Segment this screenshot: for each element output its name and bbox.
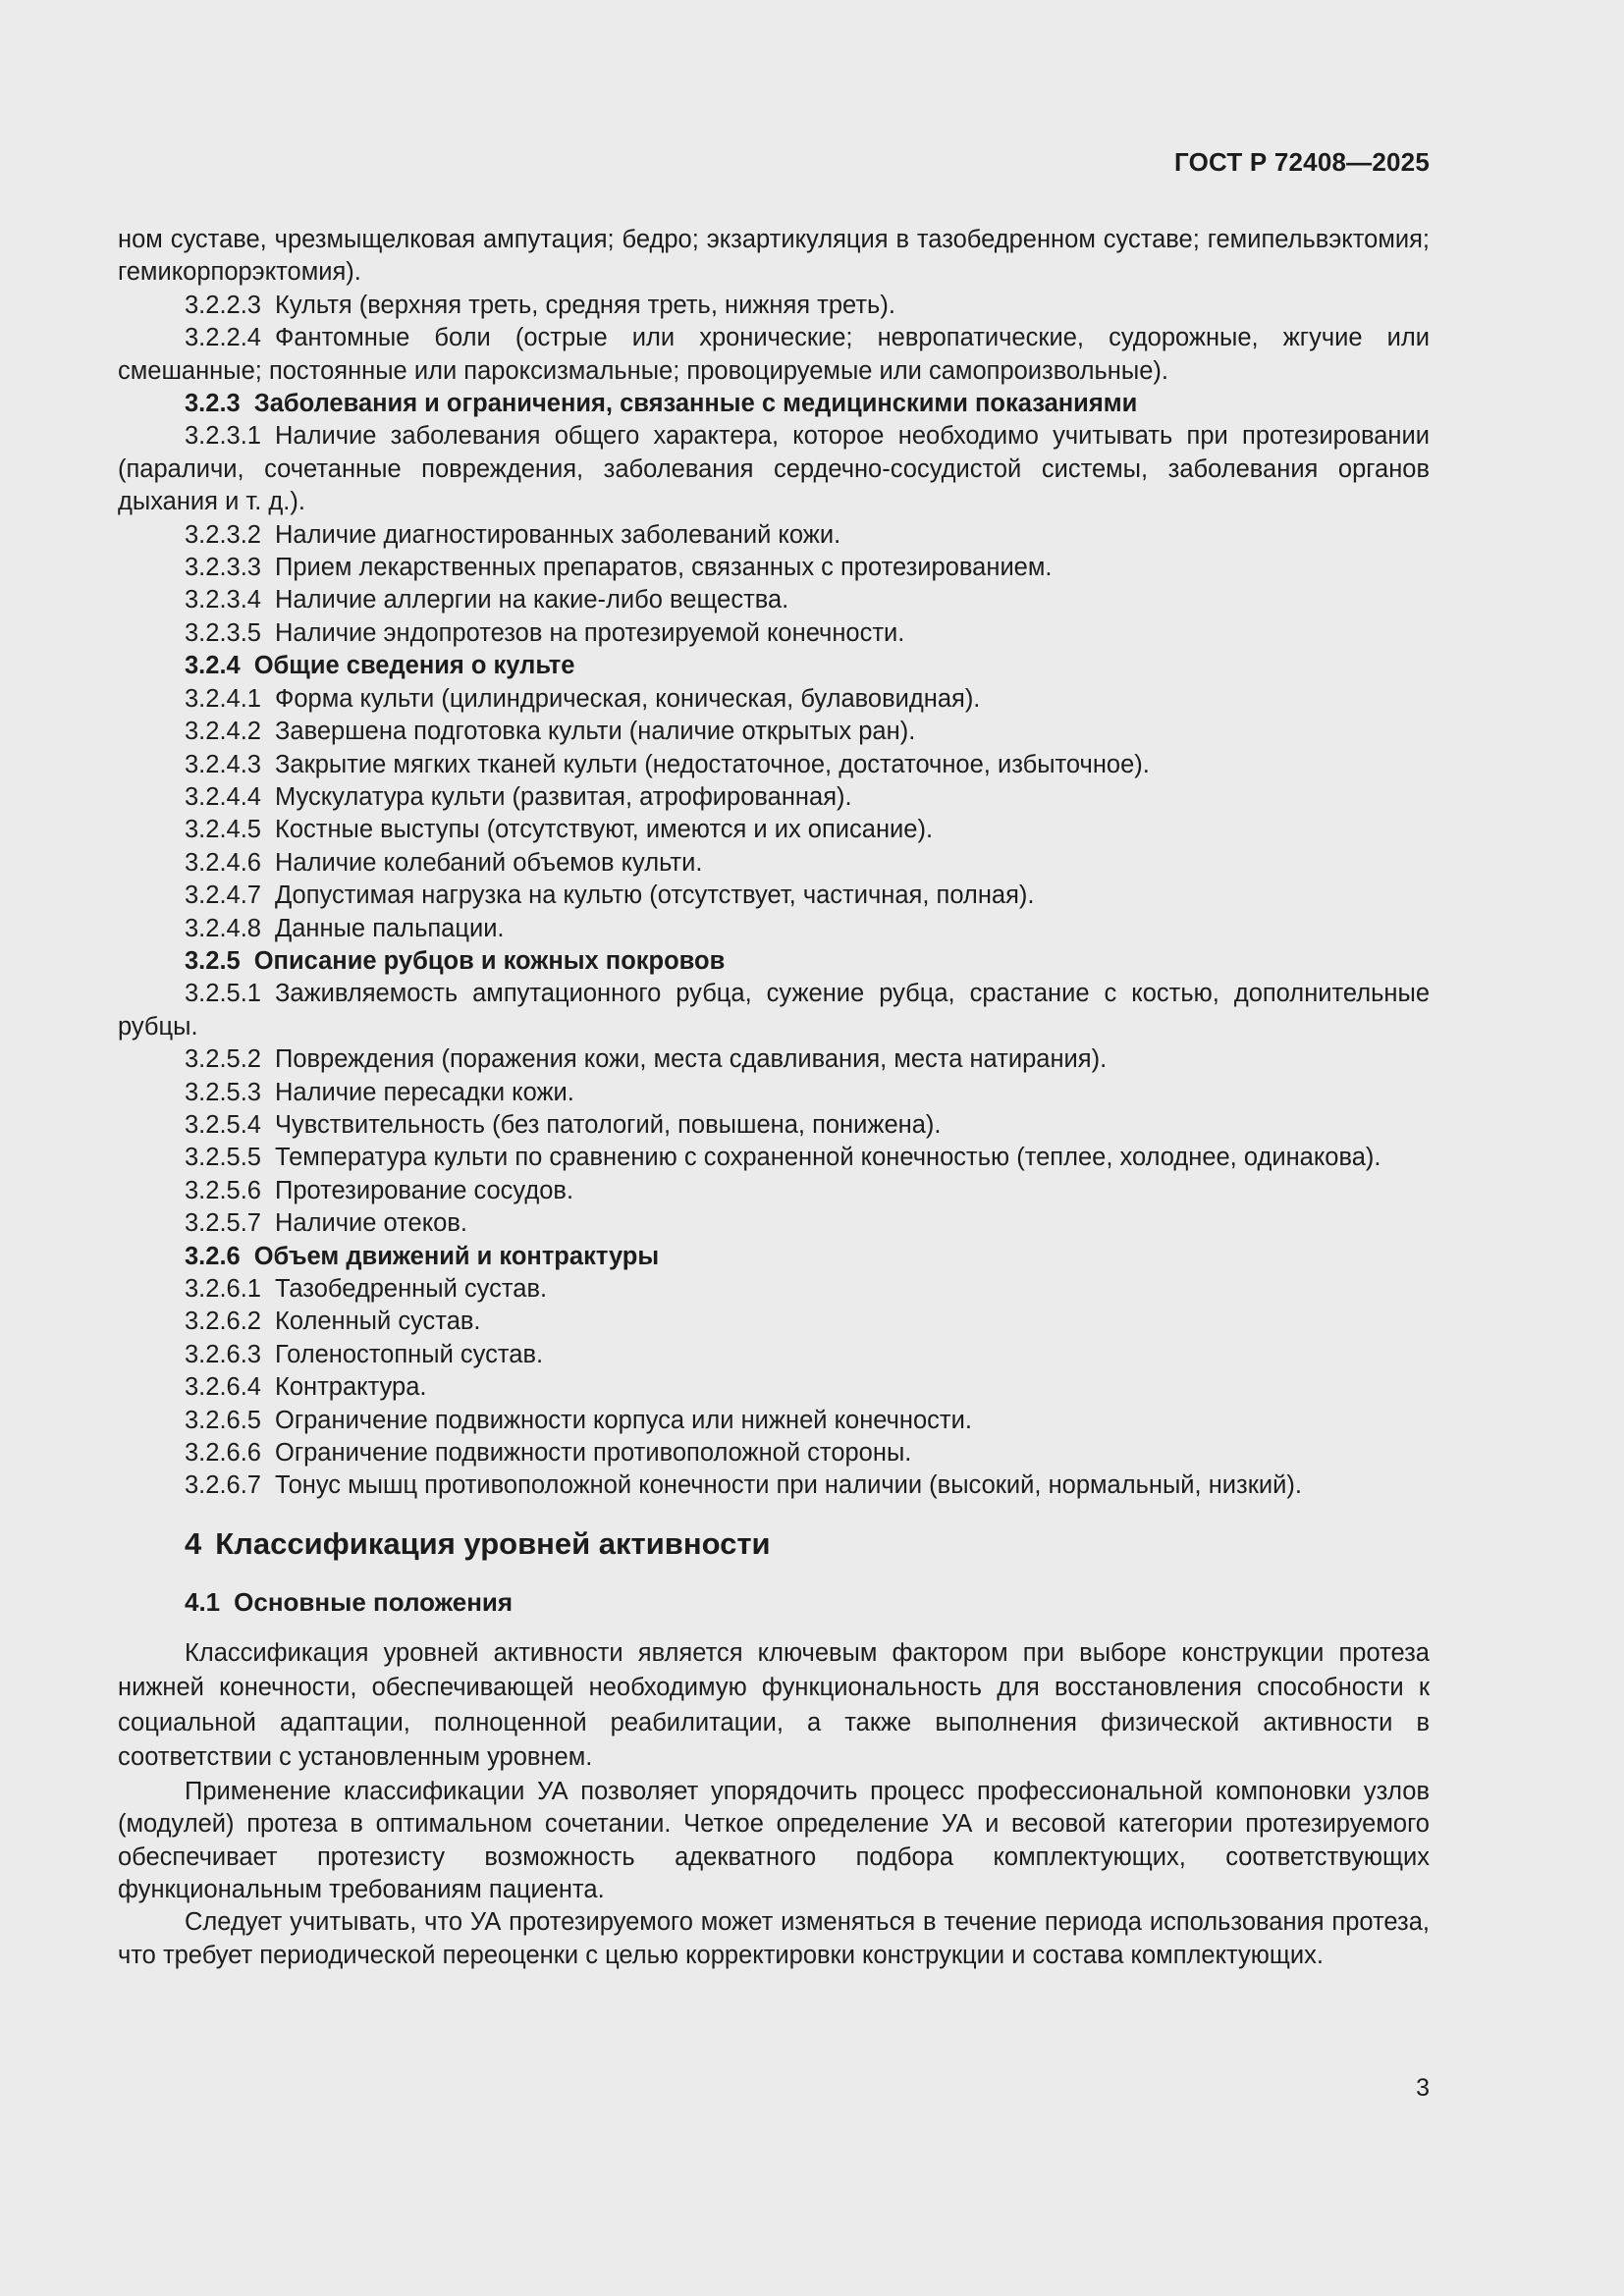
body-paragraph: Классификация уровней активности является ключевым фактором при выборе конструкции протеза нижней конечности, обеспечивающей необходимую функциональность для восстановления способности к социальной адаптации, полноценной реабилитации, а также выполнения физической активности в соответствии с установленным уровнем. <box>118 1638 1430 1772</box>
clause-number: 3.2.5 <box>185 946 241 975</box>
item-text: Наличие пересадки кожи. <box>274 1078 574 1106</box>
item-text: Наличие колебаний объемов культи. <box>274 848 703 877</box>
item-text: Форма культи (цилиндрическая, коническая, булавовидная). <box>274 684 981 713</box>
item-text: Костные выступы (отсутствуют, имеются и их описание). <box>274 816 934 844</box>
list-item <box>118 1273 1430 1306</box>
list-item <box>118 1175 1430 1207</box>
page-number: 3 <box>1416 2074 1430 2102</box>
item-number: 3.2.6.4 <box>185 1373 261 1402</box>
item-text: Прием лекарственных препаратов, связанных с протезированием. <box>274 554 1053 582</box>
item-text: Наличие заболевания общего характера, которое необходимо учитывать при протезировании (параличи, сочетанные повреждения, заболевания сердечно-сосудистой системы, заболевания органов дыхания и т. д.). <box>118 422 1430 516</box>
item-text: Наличие отеков. <box>274 1209 467 1238</box>
list-item <box>118 1077 1430 1109</box>
list-item <box>118 913 1430 945</box>
list-item <box>118 552 1430 584</box>
item-number: 3.2.3.1 <box>185 422 261 451</box>
item-number: 3.2.2.3 <box>185 291 261 319</box>
list-item <box>118 1405 1430 1437</box>
list-item <box>118 814 1430 846</box>
item-text: Фантомные боли (острые или хронические; невропатические, судорожные, жгучие или смешанные; постоянные или пароксизмальные; провоцируемые или самопроизвольные). <box>118 324 1430 385</box>
list-item <box>118 617 1430 650</box>
item-number: 3.2.3.5 <box>185 618 261 647</box>
item-text: Культя (верхняя треть, средняя треть, нижняя треть). <box>274 291 895 319</box>
section-number: 4 <box>185 1525 202 1561</box>
list-item <box>118 880 1430 912</box>
clause-number: 3.2.3 <box>185 390 241 418</box>
item-number: 3.2.4.3 <box>185 750 261 778</box>
list-item <box>118 322 1430 388</box>
item-text: Голеностопный сустав. <box>274 1340 544 1368</box>
item-text: Протезирование сосудов. <box>274 1176 574 1204</box>
list-item <box>118 519 1430 552</box>
clause-heading <box>118 388 1430 420</box>
subsection-title: Основные положения <box>234 1586 514 1617</box>
item-number: 3.2.6.3 <box>185 1340 261 1368</box>
list-item <box>118 1207 1430 1240</box>
list-item <box>118 420 1430 518</box>
continuation-paragraph: ном суставе, чрезмыщелковая ампутация; бедро; экзартикуляция в тазобедренном суставе; гемипельвэктомия; гемикорпорэктомия). <box>118 226 1430 287</box>
item-number: 3.2.6.5 <box>185 1406 261 1434</box>
list-item <box>118 1306 1430 1338</box>
item-number: 3.2.5.7 <box>185 1209 261 1238</box>
item-number: 3.2.6.7 <box>185 1471 261 1500</box>
item-text: Коленный сустав. <box>274 1308 481 1336</box>
list-item <box>118 683 1430 716</box>
item-number: 3.2.5.3 <box>185 1078 261 1106</box>
body-paragraph: Применение классификации УА позволяет упорядочить процесс профессиональной компоновки узлов (модулей) протеза в оптимальном сочетании. Четкое определение УА и весовой категории протезируемого обеспечивает протезисту возможность адекватного подбора комплектующих, соответствующих функциональным требованиям пациента. <box>118 1777 1430 1904</box>
item-number: 3.2.5.2 <box>185 1045 261 1074</box>
clause-title: Описание рубцов и кожных покровов <box>253 946 726 975</box>
subsection-number: 4.1 <box>185 1586 221 1617</box>
item-number: 3.2.3.4 <box>185 586 261 614</box>
item-number: 3.2.2.4 <box>185 324 261 352</box>
item-text: Заживляемость ампутационного рубца, сужение рубца, срастание с костью, дополнительные рубцы. <box>118 980 1430 1041</box>
clause-number: 3.2.4 <box>185 652 241 680</box>
item-number: 3.2.4.4 <box>185 782 261 811</box>
item-number: 3.2.3.2 <box>185 520 261 549</box>
item-text: Повреждения (поражения кожи, места сдавливания, места натирания). <box>274 1045 1108 1074</box>
list-item <box>118 1339 1430 1371</box>
section-heading <box>118 1524 1430 1564</box>
list-item <box>118 290 1430 322</box>
item-text: Наличие аллергии на какие-либо вещества. <box>274 586 789 614</box>
item-number: 3.2.6.2 <box>185 1308 261 1336</box>
list-item <box>118 1437 1430 1469</box>
list-item <box>118 1109 1430 1142</box>
item-text: Тазобедренный сустав. <box>274 1275 548 1303</box>
item-text: Закрытие мягких тканей культи (недостаточное, достаточное, избыточное). <box>274 750 1150 778</box>
list-item <box>118 584 1430 616</box>
list-item <box>118 1469 1430 1502</box>
item-text: Допустимая нагрузка на культю (отсутствует, частичная, полная). <box>274 881 1035 910</box>
item-text: Ограничение подвижности корпуса или нижней конечности. <box>274 1406 972 1434</box>
item-text: Наличие диагностированных заболеваний кожи. <box>274 520 841 549</box>
item-text: Мускулатура культи (развитая, атрофированная). <box>274 782 852 811</box>
list-item <box>118 781 1430 814</box>
item-number: 3.2.4.7 <box>185 881 261 910</box>
item-text: Завершена подготовка культи (наличие открытых ран). <box>274 718 916 746</box>
body-paragraph: Следует учитывать, что УА протезируемого может изменяться в течение периода использования протеза, что требует периодической переоценки с целью корректировки конструкции и состава комплектующих. <box>118 1908 1430 1969</box>
item-number: 3.2.5.5 <box>185 1144 261 1172</box>
item-number: 3.2.6.6 <box>185 1439 261 1468</box>
clause-title: Общие сведения о культе <box>253 652 575 680</box>
list-item <box>118 1142 1430 1174</box>
list-item <box>118 716 1430 748</box>
item-number: 3.2.4.6 <box>185 848 261 877</box>
list-item <box>118 1043 1430 1076</box>
item-text: Ограничение подвижности противоположной стороны. <box>274 1439 912 1468</box>
clause-title: Объем движений и контрактуры <box>253 1242 660 1270</box>
item-text: Наличие эндопротезов на протезируемой конечности. <box>274 618 905 647</box>
item-number: 3.2.4.1 <box>185 684 261 713</box>
item-number: 3.2.4.8 <box>185 914 261 942</box>
item-number: 3.2.4.2 <box>185 718 261 746</box>
item-text: Тонус мышц противоположной конечности при наличии (высокий, нормальный, низкий). <box>274 1471 1302 1500</box>
subsection-heading <box>118 1585 1430 1619</box>
item-text: Контрактура. <box>274 1373 427 1402</box>
item-text: Данные пальпации. <box>274 914 505 942</box>
item-number: 3.2.6.1 <box>185 1275 261 1303</box>
item-number: 3.2.5.1 <box>185 980 261 1008</box>
item-number: 3.2.5.6 <box>185 1176 261 1204</box>
list-item <box>118 978 1430 1043</box>
item-number: 3.2.4.5 <box>185 816 261 844</box>
list-item <box>118 749 1430 781</box>
clause-heading <box>118 945 1430 978</box>
page-body <box>118 224 1430 1972</box>
item-text: Температура культи по сравнению с сохраненной конечностью (теплее, холоднее, одинакова). <box>274 1144 1381 1172</box>
section-title: Классификация уровней активности <box>215 1525 771 1561</box>
item-number: 3.2.5.4 <box>185 1110 261 1139</box>
clause-heading <box>118 650 1430 682</box>
clause-title: Заболевания и ограничения, связанные с медицинскими показаниями <box>253 390 1138 418</box>
clause-number: 3.2.6 <box>185 1242 241 1270</box>
clause-heading <box>118 1241 1430 1273</box>
list-item <box>118 1371 1430 1404</box>
item-text: Чувствительность (без патологий, повышена, понижена). <box>274 1110 942 1139</box>
item-number: 3.2.3.3 <box>185 554 261 582</box>
list-item <box>118 847 1430 880</box>
document-id-header: ГОСТ Р 72408—2025 <box>1174 147 1430 177</box>
